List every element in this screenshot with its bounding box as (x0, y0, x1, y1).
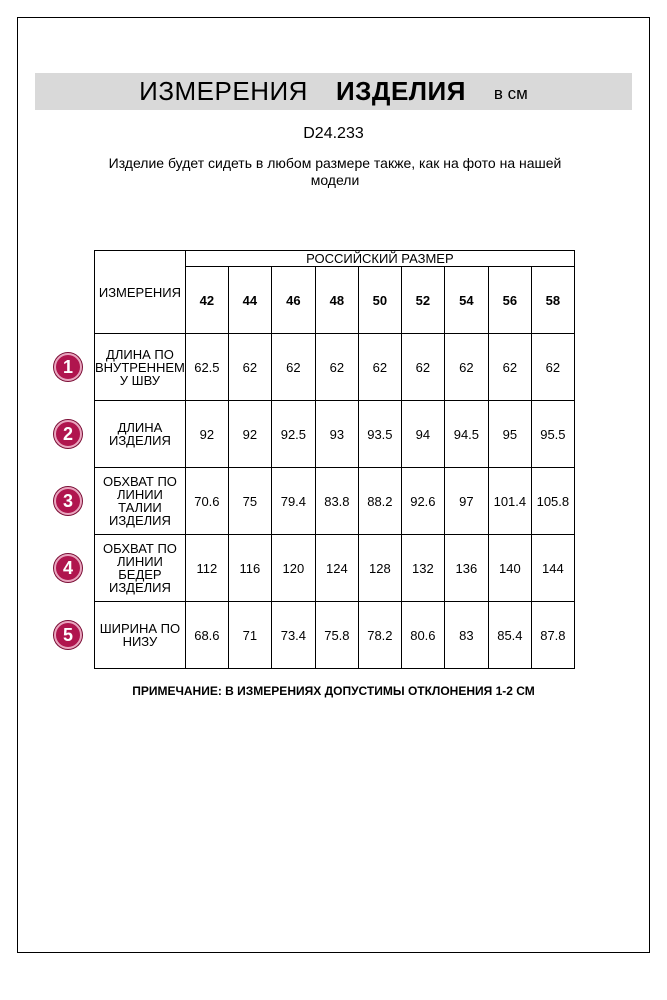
table-cell: 88.2 (358, 468, 401, 535)
table-cell: 62 (358, 334, 401, 401)
table-row (95, 468, 575, 535)
footer-note: ПРИМЕЧАНИЕ: В ИЗМЕРЕНИЯХ ДОПУСТИМЫ ОТКЛОНЕНИЯ 1-2 СМ (132, 684, 535, 698)
measurements-header: ИЗМЕРЕНИЯ (95, 251, 186, 334)
row-label: ОБХВАТ ПО ЛИНИИ БЕДЕР ИЗДЕЛИЯ (95, 535, 186, 602)
article-code: D24.233 (303, 125, 364, 142)
size-header: 44 (228, 267, 271, 334)
size-header: 46 (271, 267, 315, 334)
fit-note: Изделие будет сидеть в любом размере также, как на фото на нашей модели (108, 155, 562, 188)
size-header: 52 (401, 267, 444, 334)
table-body (95, 334, 575, 669)
row-number-badge: 1 (54, 353, 82, 381)
table-cell: 62 (444, 334, 488, 401)
size-header: 54 (444, 267, 488, 334)
table-cell: 92.6 (401, 468, 444, 535)
table-cell: 93.5 (358, 401, 401, 468)
row-number-badge: 4 (54, 554, 82, 582)
table-cell: 75.8 (315, 602, 358, 669)
table-row (95, 602, 575, 669)
table-cell: 140 (488, 535, 531, 602)
table-cell: 92 (185, 401, 228, 468)
table-cell: 83.8 (315, 468, 358, 535)
table-cell: 128 (358, 535, 401, 602)
table-cell: 120 (271, 535, 315, 602)
table-cell: 62.5 (185, 334, 228, 401)
table-cell: 62 (488, 334, 531, 401)
table-cell: 94.5 (444, 401, 488, 468)
row-number-badge: 5 (54, 621, 82, 649)
table-cell: 75 (228, 468, 271, 535)
table-cell: 80.6 (401, 602, 444, 669)
table-cell: 132 (401, 535, 444, 602)
table-cell: 87.8 (531, 602, 574, 669)
size-header: 58 (531, 267, 574, 334)
table-cell: 78.2 (358, 602, 401, 669)
size-header: 50 (358, 267, 401, 334)
table-cell: 144 (531, 535, 574, 602)
size-header: 56 (488, 267, 531, 334)
table-cell: 62 (531, 334, 574, 401)
table-cell: 124 (315, 535, 358, 602)
table-cell: 116 (228, 535, 271, 602)
table-cell: 70.6 (185, 468, 228, 535)
title-bar (35, 73, 632, 110)
table-cell: 101.4 (488, 468, 531, 535)
table-cell: 92 (228, 401, 271, 468)
table-row (95, 401, 575, 468)
table-cell: 94 (401, 401, 444, 468)
table-row (95, 535, 575, 602)
table-cell: 62 (271, 334, 315, 401)
table-cell: 97 (444, 468, 488, 535)
table-cell: 85.4 (488, 602, 531, 669)
table-cell: 136 (444, 535, 488, 602)
row-label: ШИРИНА ПО НИЗУ (95, 602, 186, 669)
size-table (94, 250, 575, 669)
row-label: ДЛИНА ПО ВНУТРЕННЕМ У ШВУ (95, 334, 186, 401)
table-cell: 73.4 (271, 602, 315, 669)
table-row (95, 334, 575, 401)
size-header: 48 (315, 267, 358, 334)
table-cell: 92.5 (271, 401, 315, 468)
table-cell: 95.5 (531, 401, 574, 468)
table-cell: 71 (228, 602, 271, 669)
size-system-header: РОССИЙСКИЙ РАЗМЕР (185, 251, 574, 267)
table-cell: 83 (444, 602, 488, 669)
table-cell: 95 (488, 401, 531, 468)
title-part1: ИЗМЕРЕНИЯ (139, 76, 308, 106)
table-cell: 105.8 (531, 468, 574, 535)
table-cell: 62 (315, 334, 358, 401)
title-unit: в см (493, 83, 528, 103)
table-cell: 93 (315, 401, 358, 468)
row-number-badge: 2 (54, 420, 82, 448)
title-part2: ИЗДЕЛИЯ (335, 76, 466, 106)
row-number-badge: 3 (54, 487, 82, 515)
table-cell: 68.6 (185, 602, 228, 669)
row-label: ОБХВАТ ПО ЛИНИИ ТАЛИИ ИЗДЕЛИЯ (95, 468, 186, 535)
table-cell: 79.4 (271, 468, 315, 535)
table-cell: 112 (185, 535, 228, 602)
table-cell: 62 (401, 334, 444, 401)
size-header: 42 (185, 267, 228, 334)
row-label: ДЛИНА ИЗДЕЛИЯ (95, 401, 186, 468)
table-cell: 62 (228, 334, 271, 401)
